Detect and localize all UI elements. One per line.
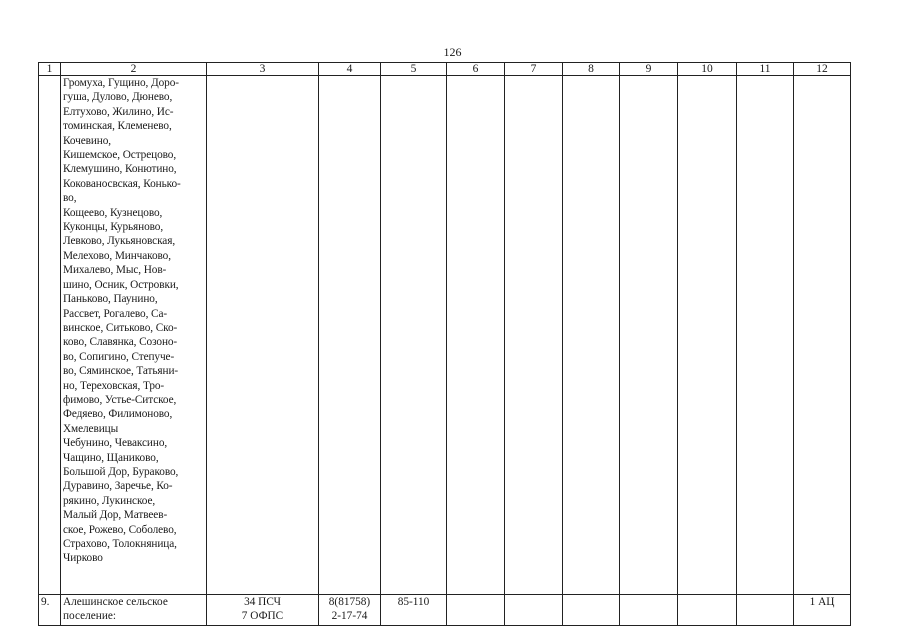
phone-line: 8(81758) bbox=[328, 596, 371, 608]
col-header-12: 12 bbox=[794, 63, 851, 76]
col-header-1: 1 bbox=[39, 63, 61, 76]
village-list-line: Рассвет, Рогалево, Са- bbox=[63, 307, 168, 320]
village-list-line: Громуха, Гущино, Доро- bbox=[63, 77, 179, 89]
column-number-row bbox=[39, 63, 851, 76]
empty-cell bbox=[207, 76, 319, 595]
villages-list-cell bbox=[61, 76, 207, 595]
village-list-line: Клемушино, Конютино, bbox=[63, 163, 177, 176]
empty-cell bbox=[620, 76, 678, 595]
fire-unit bbox=[207, 595, 319, 626]
empty-cell bbox=[505, 595, 563, 626]
equipment-cell: 1 АЦ bbox=[794, 595, 851, 626]
village-list-line: Кощеево, Кузнецово, bbox=[63, 206, 163, 219]
village-list-line: во, bbox=[63, 192, 77, 205]
phone-number bbox=[319, 595, 381, 626]
village-list-line: но, Тереховская, Тро- bbox=[63, 379, 165, 392]
village-list-line: Дуравино, Заречье, Ко- bbox=[63, 480, 173, 493]
empty-cell bbox=[319, 76, 381, 595]
village-list-line: гуша, Дулово, Дюнево, bbox=[63, 91, 173, 104]
row-number: 9. bbox=[39, 595, 61, 626]
village-list-line: фимово, Устье-Ситское, bbox=[63, 393, 177, 406]
col-header-3: 3 bbox=[207, 63, 319, 76]
villages-row bbox=[39, 76, 851, 595]
fire-unit-line: 7 ОФПС bbox=[241, 610, 284, 622]
village-list-line: Куконцы, Курьяново, bbox=[63, 221, 164, 234]
empty-cell bbox=[678, 76, 737, 595]
empty-cell bbox=[563, 595, 620, 626]
village-list-line: Елтухово, Жилино, Ис- bbox=[63, 105, 174, 118]
empty-cell bbox=[505, 76, 563, 595]
village-list-line: ское, Рожево, Соболево, bbox=[63, 523, 177, 536]
village-list-line: Федяево, Филимоново, bbox=[63, 408, 173, 421]
empty-cell bbox=[794, 76, 851, 595]
village-list-line: Чирково bbox=[63, 552, 103, 565]
village-list-line: Мелехово, Минчаково, bbox=[63, 249, 171, 262]
empty-cell bbox=[678, 595, 737, 626]
col-header-8: 8 bbox=[563, 63, 620, 76]
col-header-9: 9 bbox=[620, 63, 678, 76]
col-header-6: 6 bbox=[447, 63, 505, 76]
empty-cell bbox=[447, 595, 505, 626]
village-list-line: Левково, Лукьяновская, bbox=[63, 235, 176, 248]
empty-cell bbox=[381, 76, 447, 595]
empty-cell bbox=[737, 595, 794, 626]
empty-cell bbox=[737, 76, 794, 595]
phone-line: 2-17-74 bbox=[331, 610, 368, 622]
village-list-line: шино, Осник, Островки, bbox=[63, 278, 179, 291]
fire-station-table bbox=[38, 62, 851, 626]
village-list-line: Малый Дор, Матвеев- bbox=[63, 509, 168, 522]
village-list-line: во, Сопигино, Степуче- bbox=[63, 350, 175, 363]
village-list-line: Кишемское, Острецово, bbox=[63, 149, 177, 162]
village-list-line: Кочевино, bbox=[63, 134, 112, 147]
village-list-line: Михалево, Мыс, Нов- bbox=[63, 264, 167, 277]
settlement-name bbox=[61, 595, 207, 626]
col-header-5: 5 bbox=[381, 63, 447, 76]
empty-cell bbox=[563, 76, 620, 595]
village-list-line: Хмелевицы bbox=[63, 422, 119, 435]
page-number: 126 bbox=[443, 45, 462, 59]
village-list-line: Чебунино, Чеваксино, bbox=[63, 437, 168, 450]
fire-unit-line: 34 ПСЧ bbox=[244, 596, 281, 608]
village-list-line: Паньково, Паунино, bbox=[63, 293, 158, 306]
village-list-line: винское, Ситьково, Ско- bbox=[63, 321, 178, 334]
village-list-line: рякино, Лукинское, bbox=[63, 494, 156, 507]
village-list-line: ково, Славянка, Созоно- bbox=[63, 336, 178, 349]
distance-cell: 85-110 bbox=[381, 595, 447, 626]
village-list-line: Кокованосвская, Конько- bbox=[63, 177, 181, 190]
col-header-7: 7 bbox=[505, 63, 563, 76]
village-list-line: Страхово, Толокняница, bbox=[63, 538, 177, 550]
village-list-line: томинская, Клеменево, bbox=[63, 120, 172, 133]
table-row bbox=[39, 595, 851, 626]
empty-cell bbox=[620, 595, 678, 626]
settlement-name-line: Алешинское сельское bbox=[63, 596, 168, 608]
col-header-11: 11 bbox=[737, 63, 794, 76]
col-header-10: 10 bbox=[678, 63, 737, 76]
village-list-line: Чащино, Щаниково, bbox=[63, 451, 159, 464]
empty-cell bbox=[447, 76, 505, 595]
village-list-line: Большой Дор, Бураково, bbox=[63, 465, 179, 478]
villages-num-cell bbox=[39, 76, 61, 595]
settlement-name-line: поселение: bbox=[63, 610, 117, 622]
col-header-2: 2 bbox=[61, 63, 207, 76]
village-list-line: во, Сяминское, Татьяни- bbox=[63, 365, 179, 378]
col-header-4: 4 bbox=[319, 63, 381, 76]
